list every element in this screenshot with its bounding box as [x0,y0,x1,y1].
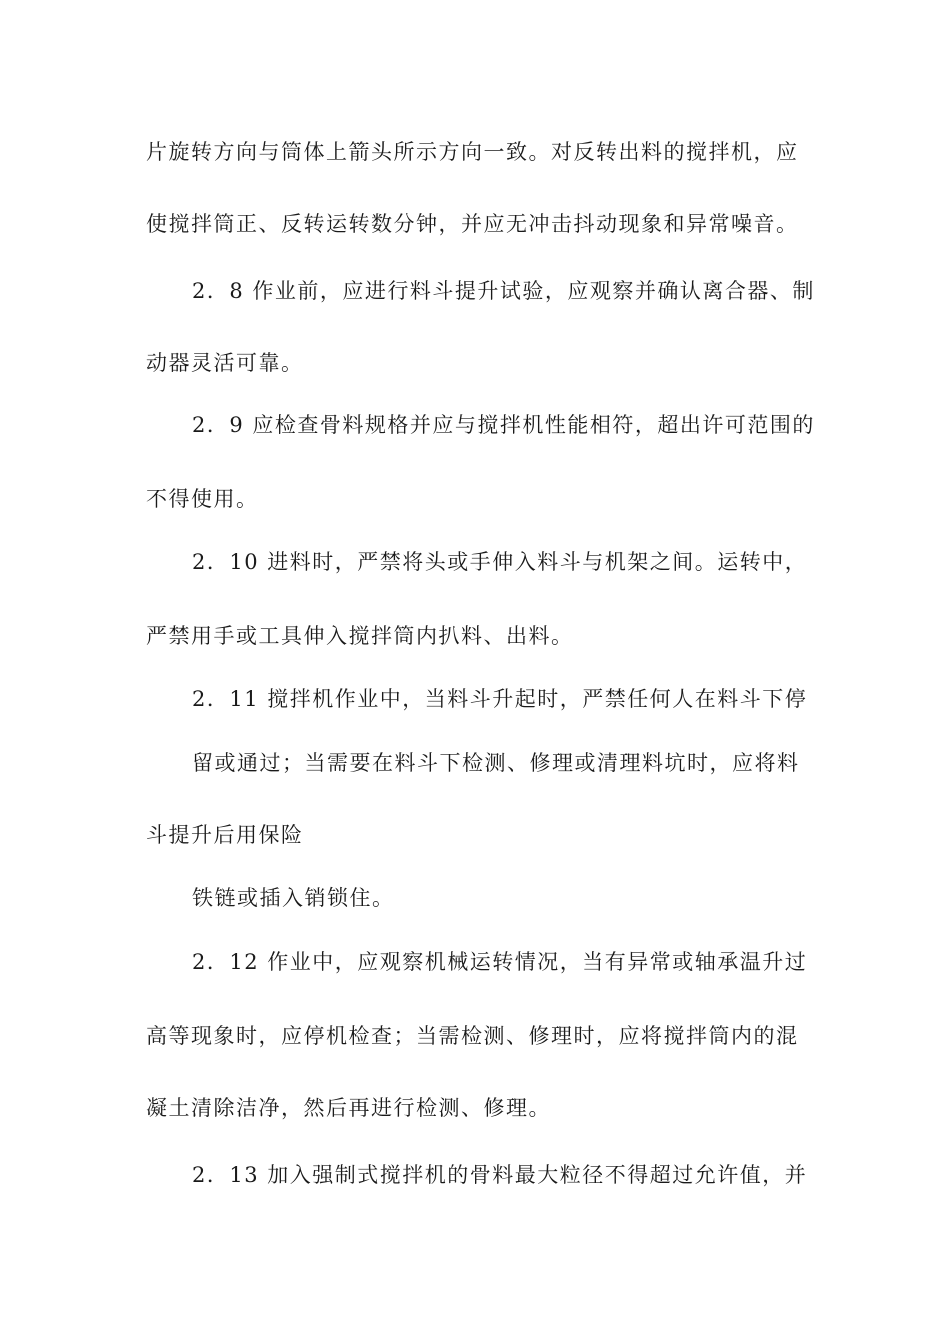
text-line: 铁链或插入销锁住。 [192,886,395,910]
text-line: 动器灵活可靠。 [146,351,304,375]
clause-2-11-line: 2．11 搅拌机作业中，当料斗升起时，严禁任何人在料斗下停 [192,687,808,711]
text-line: 留或通过；当需要在料斗下检测、修理或清理料坑时，应将料 [192,751,800,775]
text-line: 凝土清除洁净，然后再进行检测、修理。 [146,1096,551,1120]
clause-2-9-line: 2．9 应检查骨料规格并应与搅拌机性能相符，超出许可范围的 [192,413,815,437]
clause-2-12-line: 2．12 作业中，应观察机械运转情况，当有异常或轴承温升过 [192,950,808,974]
text-line: 片旋转方向与筒体上箭头所示方向一致。对反转出料的搅拌机，应 [146,140,799,164]
clause-2-10-line: 2．10 进料时，严禁将头或手伸入料斗与机架之间。运转中， [192,550,808,574]
clause-2-8-line: 2．8 作业前，应进行料斗提升试验，应观察并确认离合器、制 [192,279,815,303]
text-line: 严禁用手或工具伸入搅拌筒内扒料、出料。 [146,624,574,648]
clause-2-13-line: 2．13 加入强制式搅拌机的骨料最大粒径不得超过允许值，并 [192,1163,808,1187]
text-line: 使搅拌筒正、反转运转数分钟，并应无冲击抖动现象和异常噪音。 [146,212,799,236]
text-line: 高等现象时，应停机检查；当需检测、修理时，应将搅拌筒内的混 [146,1024,799,1048]
text-line: 斗提升后用保险 [146,823,304,847]
text-line: 不得使用。 [146,487,259,511]
